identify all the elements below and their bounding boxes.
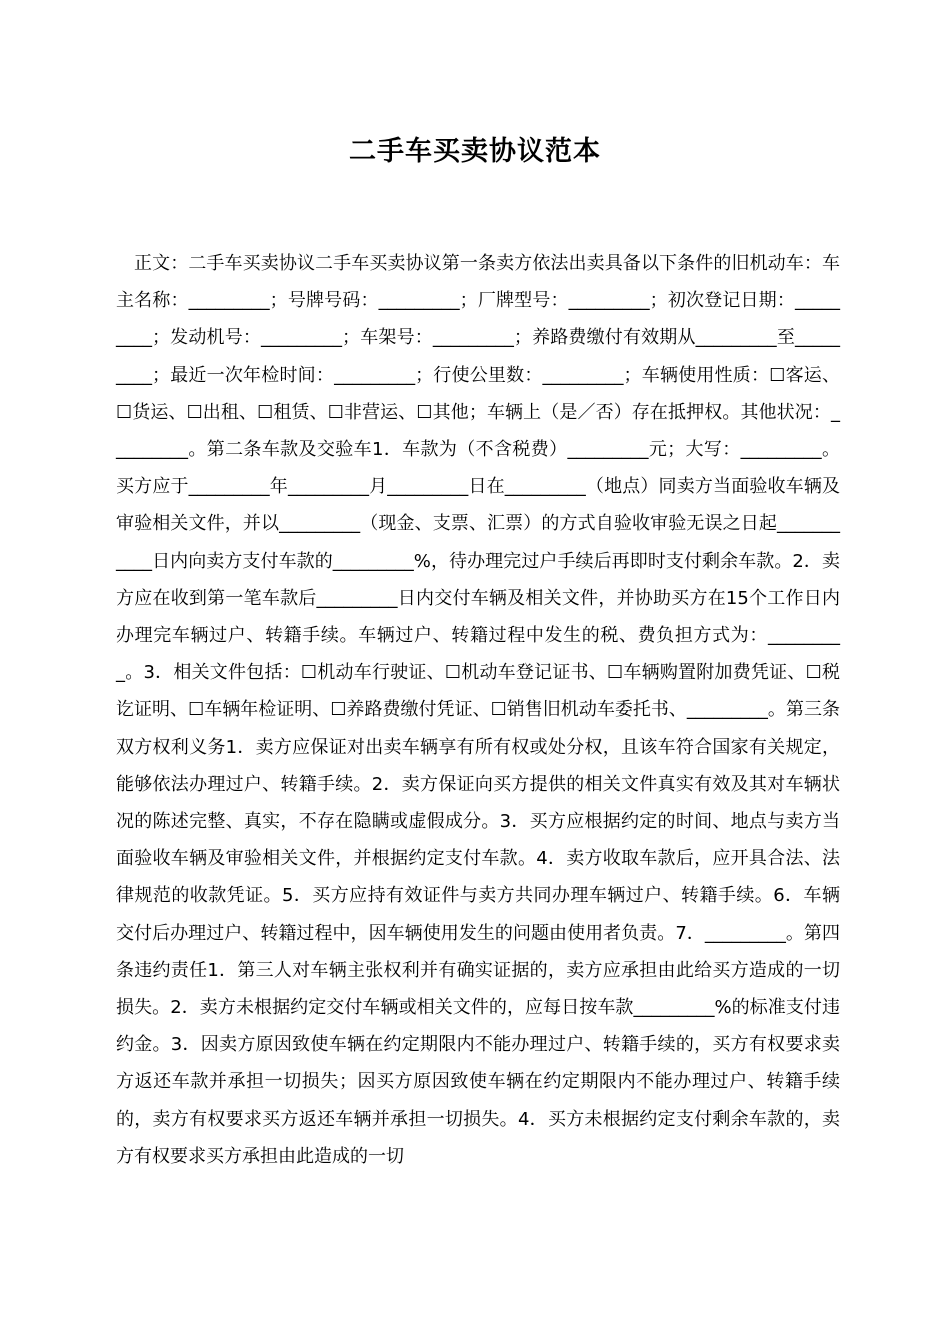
document-title: 二手车买卖协议范本 <box>349 136 601 167</box>
document-body-paragraph: 正文：二手车买卖协议二手车买卖协议第一条卖方依法出卖具备以下条件的旧机动车：车主名称：_________；号牌号码：_________；厂牌型号：_________；初次登记日期：_________；发动机号：_________；车架号：_________；养路费缴付有效期从_________至_________；最近一次年检时间：_________；行使公里数：_________；车辆使用性质：☐客运、☐货运、☐出租、☐租赁、☐非营运、☐其他；车辆上（是／否）存在抵押权。其他状况：_________。第二条车款及交验车1．车款为（不含税费）_________元；大写：_________。买方应于_________年_________月_________日在_________（地点）同卖方当面验收车辆及审验相关文件，并以_________（现金、支票、汇票）的方式自验收审验无误之日起___________日内向卖方支付车款的_________%，待办理完过户手续后再即时支付剩余车款。2．卖方应在收到第一笔车款后_________日内交付车辆及相关文件，并协助买方在15个工作日内办理完车辆过户、转籍手续。车辆过户、转籍过程中发生的税、费负担方式为：_________。3．相关文件包括：☐机动车行驶证、☐机动车登记证书、☐车辆购置附加费凭证、☐税讫证明、☐车辆年检证明、☐养路费缴付凭证、☐销售旧机动车委托书、_________。第三条双方权利义务1．卖方应保证对出卖车辆享有所有权或处分权，且该车符合国家有关规定，能够依法办理过户、转籍手续。2．卖方保证向买方提供的相关文件真实有效及其对车辆状况的陈述完整、真实，不存在隐瞒或虚假成分。3．买方应根据约定的时间、地点与卖方当面验收车辆及审验相关文件，并根据约定支付车款。4．卖方收取车款后，应开具合法、法律规范的收款凭证。5．买方应持有效证件与卖方共同办理车辆过户、转籍手续。6．车辆交付后办理过户、转籍过程中，因车辆使用发生的问题由使用者负责。7．_________。第四条违约责任1．第三人对车辆主张权利并有确实证据的，卖方应承担由此给买方造成的一切损失。2．卖方未根据约定交付车辆或相关文件的，应每日按车款_________%的标准支付违约金。3．因卖方原因致使车辆在约定期限内不能办理过户、转籍手续的，买方有权要求卖方返还车款并承担一切损失；因买方原因致使车辆在约定期限内不能办理过户、转籍手续的，卖方有权要求买方返还车辆并承担一切损失。4．买方未根据约定支付剩余车款的，卖方有权要求买方承担由此造成的一切 <box>116 253 840 1167</box>
